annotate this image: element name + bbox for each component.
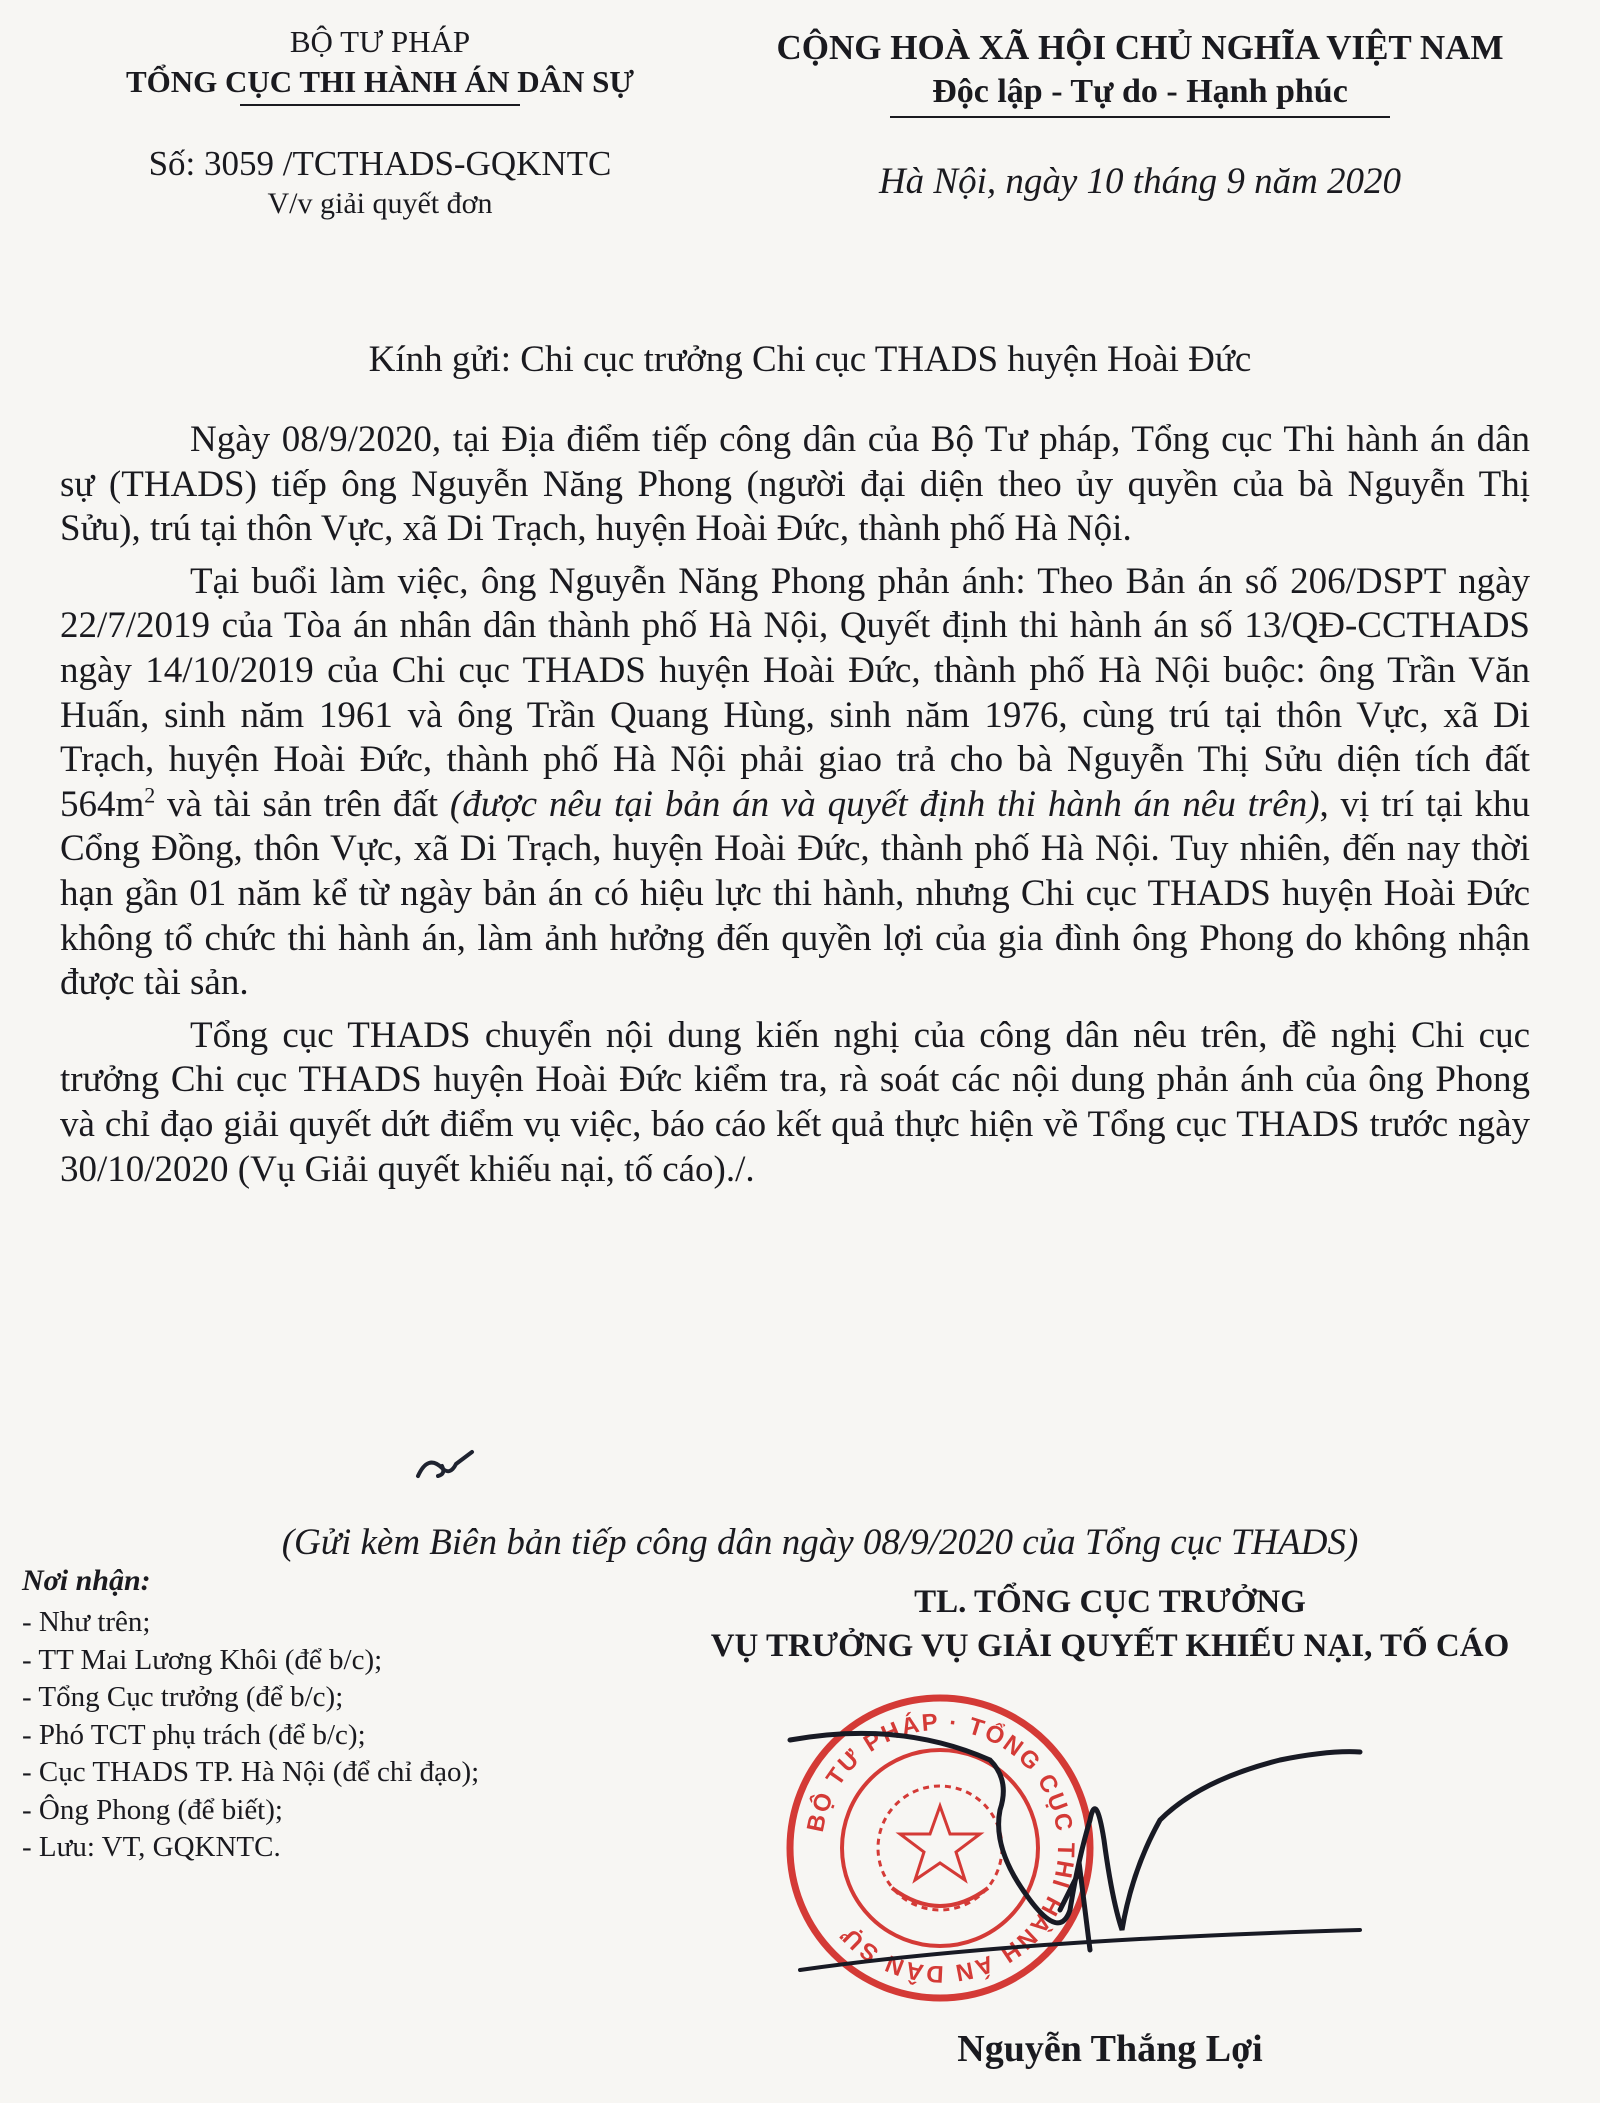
recipient-item: - Phó TCT phụ trách (để b/c); bbox=[22, 1718, 366, 1751]
issuer-header bbox=[40, 22, 720, 222]
recipient-item: - Lưu: VT, GQKNTC. bbox=[22, 1831, 281, 1863]
body-paragraph-3: Tổng cục THADS chuyển nội dung kiến nghị của công dân nêu trên, đề nghị Chi cục trưởng Chi cục THADS huyện Hoài Đức kiểm tra, rà soát các nội dung phản ánh của ông Phong và chỉ đạo giải quyết dứt điểm vụ việc, báo cáo kết quả thực hiện về Tổng cục THADS trước ngày 30/10/2020 (Vụ Giải quyết khiếu nại, tố cáo)./. bbox=[60, 1014, 1530, 1190]
motto-underline bbox=[890, 116, 1390, 118]
body-paragraph-2-part-a: Tại buổi làm việc, ông Nguyễn Năng Phong phản ánh: Theo Bản án số 206/DSPT ngày 22/7/2019 của Tòa án nhân dân thành phố Hà Nội, Quyết định thi hành án số 13/QĐ-CCTHADS ngày 14/10/2019 của Chi cục THADS huyện Hoài Đức, thành phố Hà Nội buộc: ông Trần Văn Huấn, sinh năm 1961 và ông Trần Quang Hùng, sinh năm 1976, cùng trú tại thôn Vực, xã Di Trạch, huyện Hoài Đức, thành phố Hà Nội phải giao trả cho bà Nguyễn Thị Sửu diện tích đất 564m bbox=[60, 560, 1530, 825]
area-unit-superscript: 2 bbox=[144, 782, 156, 808]
nation-name: CỘNG HOÀ XÃ HỘI CHỦ NGHĨA VIỆT NAM bbox=[776, 28, 1504, 67]
body-paragraph-2-part-c: , vị trí tại khu Cổng Đồng, thôn Vực, xã Di Trạch, huyện Hoài Đức, thành phố Hà Nội. Tuy nhiên, đến nay thời hạn gần 01 năm kể từ ngày bản án có hiệu lực thi hành, nhưng Chi cục THADS huyện Hoài Đức không tổ chức thi hành án, làm ảnh hưởng đến quyền lợi của gia đình ông Phong do không nhận được tài sản. bbox=[60, 783, 1530, 1004]
recipient-item: - Tổng Cục trưởng (để b/c); bbox=[22, 1681, 344, 1713]
letter-body bbox=[60, 418, 1530, 1192]
recipients-list bbox=[22, 1604, 662, 1867]
signer-name: Nguyễn Thắng Lợi bbox=[957, 2028, 1263, 2070]
recipient-item: - Cục THADS TP. Hà Nội (để chỉ đạo); bbox=[22, 1756, 480, 1788]
recipient-item: - Ông Phong (để biết); bbox=[22, 1793, 283, 1826]
recipient-item: - TT Mai Lương Khôi (để b/c); bbox=[22, 1643, 383, 1676]
attachment-note: (Gửi kèm Biên bản tiếp công dân ngày 08/9/2020 của Tổng cục THADS) bbox=[281, 1522, 1359, 1563]
recipients-title: Nơi nhận: bbox=[22, 1564, 151, 1597]
body-paragraph-2-part-b: và tài sản trên đất bbox=[155, 783, 450, 825]
svg-text:BỘ TƯ PHÁP · TỔNG CỤC THI HÀNH: BỘ TƯ PHÁP · TỔNG CỤC THI HÀNH ÁN DÂN SỰ bbox=[801, 1708, 1080, 1988]
place-and-date: Hà Nội, ngày 10 tháng 9 năm 2020 bbox=[878, 161, 1402, 202]
national-header bbox=[720, 26, 1560, 204]
national-motto: Độc lập - Tự do - Hạnh phúc bbox=[932, 73, 1348, 110]
document-number: Số: 3059 /TCTHADS-GQKNTC bbox=[148, 144, 612, 183]
handwritten-signature-icon bbox=[760, 1700, 1380, 1990]
signer-title: VỤ TRƯỞNG VỤ GIẢI QUYẾT KHIẾU NẠI, TỐ CÁO bbox=[710, 1628, 1510, 1664]
recipients-block bbox=[22, 1562, 662, 1867]
ministry-name: BỘ TƯ PHÁP bbox=[289, 24, 471, 59]
department-name: TỔNG CỤC THI HÀNH ÁN DÂN SỰ bbox=[125, 64, 635, 99]
document-subject: V/v giải quyết đơn bbox=[267, 187, 493, 220]
body-paragraph-1: Ngày 08/9/2020, tại Địa điểm tiếp công dân của Bộ Tư pháp, Tổng cục Thi hành án dân sự (THADS) tiếp ông Nguyễn Năng Phong (người đại diện theo ủy quyền của bà Nguyễn Thị Sửu), trú tại thôn Vực, xã Di Trạch, huyện Hoài Đức, thành phố Hà Nội. bbox=[60, 419, 1530, 550]
body-paragraph-2 bbox=[60, 560, 1530, 1006]
body-paragraph-2-italic: (được nêu tại bản án và quyết định thi hành án nêu trên) bbox=[449, 783, 1320, 825]
signer-authority: TL. TỔNG CỤC TRƯỞNG bbox=[914, 1584, 1306, 1620]
recipient-item: - Như trên; bbox=[22, 1606, 151, 1638]
header-underline bbox=[240, 104, 520, 106]
pen-mark-icon bbox=[412, 1446, 482, 1482]
signature-block bbox=[640, 1580, 1580, 1668]
salutation: Kính gửi: Chi cục trưởng Chi cục THADS huyện Hoài Đức bbox=[368, 339, 1252, 380]
